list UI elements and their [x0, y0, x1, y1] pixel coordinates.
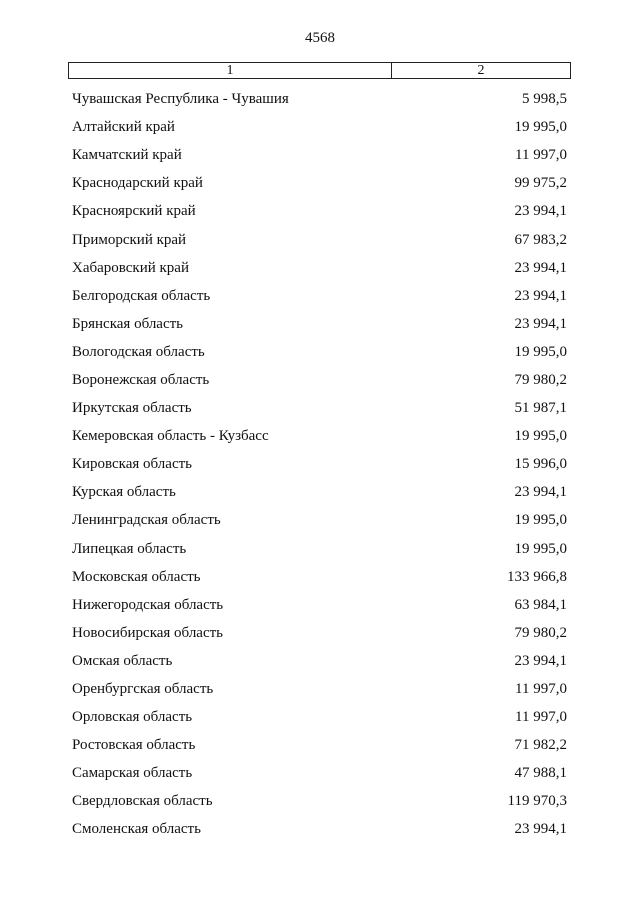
region-amount: 23 994,1 — [514, 315, 567, 332]
table-row — [72, 169, 567, 197]
region-name: Ленинградская область — [72, 512, 221, 529]
column-header-2: 2 — [477, 63, 485, 78]
column-header-row — [68, 62, 571, 79]
region-amount: 71 982,2 — [514, 737, 567, 754]
region-name: Воронежская область — [72, 371, 210, 388]
region-name: Хабаровский край — [72, 259, 189, 276]
table-row — [72, 619, 567, 647]
table-row — [72, 85, 567, 113]
region-amount: 5 998,5 — [522, 91, 567, 108]
region-amount: 23 994,1 — [514, 287, 567, 304]
table-row — [72, 703, 567, 731]
table-row — [72, 450, 567, 478]
table-row — [72, 113, 567, 141]
table-row — [72, 759, 567, 787]
region-amount: 119 970,3 — [507, 793, 567, 810]
region-amount: 23 994,1 — [514, 652, 567, 669]
region-name: Кировская область — [72, 456, 193, 473]
region-name: Приморский край — [72, 231, 187, 248]
region-name: Брянская область — [72, 315, 184, 332]
table-row — [72, 254, 567, 282]
region-amount: 23 994,1 — [514, 484, 567, 501]
region-amount: 11 997,0 — [515, 709, 567, 726]
region-name: Омская область — [72, 652, 173, 669]
region-name: Камчатский край — [72, 147, 182, 164]
region-amount: 133 966,8 — [507, 568, 567, 585]
table-row — [72, 647, 567, 675]
region-amount: 15 996,0 — [514, 456, 567, 473]
region-amount: 19 995,0 — [514, 119, 567, 136]
table-row — [72, 225, 567, 253]
region-name: Кемеровская область - Кузбасс — [72, 428, 269, 445]
region-name: Московская область — [72, 568, 201, 585]
table-row — [72, 506, 567, 534]
table-row — [72, 422, 567, 450]
region-amount: 11 997,0 — [515, 681, 567, 698]
region-amount: 51 987,1 — [514, 400, 567, 417]
region-amount: 23 994,1 — [514, 259, 567, 276]
region-table-body — [72, 85, 567, 844]
region-amount: 99 975,2 — [514, 175, 567, 192]
region-name: Нижегородская область — [72, 596, 224, 613]
region-name: Оренбургская область — [72, 681, 214, 698]
region-name: Ростовская область — [72, 737, 196, 754]
table-row — [72, 731, 567, 759]
table-row — [72, 394, 567, 422]
region-name: Алтайский край — [72, 119, 175, 136]
region-amount: 47 988,1 — [514, 765, 567, 782]
table-row — [72, 338, 567, 366]
region-name: Белгородская область — [72, 287, 211, 304]
region-name: Курская область — [72, 484, 176, 501]
table-row — [72, 563, 567, 591]
region-name: Красноярский край — [72, 203, 196, 220]
region-amount: 19 995,0 — [514, 540, 567, 557]
table-row — [72, 591, 567, 619]
column-header-1: 1 — [69, 63, 392, 78]
region-amount: 19 995,0 — [514, 428, 567, 445]
region-name: Иркутская область — [72, 400, 192, 417]
region-name: Новосибирская область — [72, 624, 224, 641]
region-amount: 63 984,1 — [514, 596, 567, 613]
region-name: Краснодарский край — [72, 175, 203, 192]
region-amount: 11 997,0 — [515, 147, 567, 164]
page-number: 4568 — [305, 30, 335, 46]
region-name: Самарская область — [72, 765, 193, 782]
region-name: Свердловская область — [72, 793, 213, 810]
region-amount: 19 995,0 — [514, 343, 567, 360]
table-row — [72, 535, 567, 563]
region-amount: 79 980,2 — [514, 624, 567, 641]
region-amount: 79 980,2 — [514, 371, 567, 388]
table-row — [72, 815, 567, 843]
region-name: Орловская область — [72, 709, 193, 726]
table-row — [72, 141, 567, 169]
region-name: Смоленская область — [72, 821, 201, 838]
region-amount: 19 995,0 — [514, 512, 567, 529]
region-name: Липецкая область — [72, 540, 187, 557]
table-row — [72, 310, 567, 338]
table-row — [72, 197, 567, 225]
region-amount: 23 994,1 — [514, 203, 567, 220]
table-row — [72, 282, 567, 310]
table-row — [72, 675, 567, 703]
region-amount: 67 983,2 — [514, 231, 567, 248]
table-row — [72, 787, 567, 815]
region-name: Чувашская Республика - Чувашия — [72, 91, 289, 108]
region-amount: 23 994,1 — [514, 821, 567, 838]
region-name: Вологодская область — [72, 343, 205, 360]
table-row — [72, 478, 567, 506]
table-row — [72, 366, 567, 394]
